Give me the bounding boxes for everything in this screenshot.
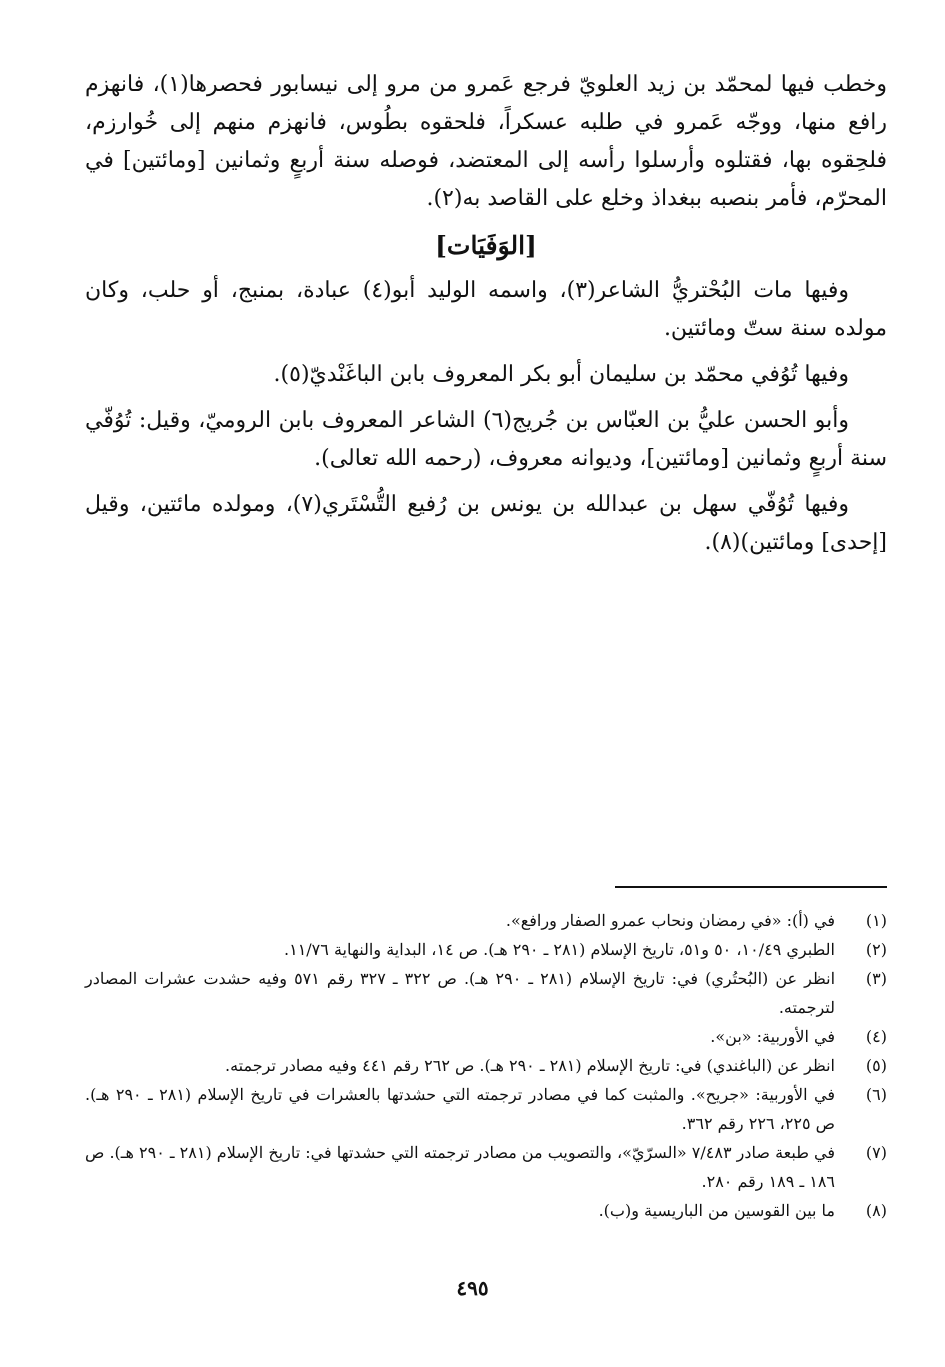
footnote-number: (٧)	[865, 1143, 887, 1162]
paragraph: وخطب فيها لمحمّد بن زيد العلويّ فرجع عَمرو من مرو إلى نيسابور فحصرها(١)، فانهزم رافع منها، ووجّه عَمرو في طلبه عسكراً، فلحقوه بطُوس، فانهزم منهم إلى خُوارزم، فلحِقوه بها، فقتلوه وأرسلوا رأسه إلى المعتضد، فوصله سنة أربعٍ وثمانين [ومائتين] في المحرّم، فأمر بنصبه ببغداذ وخلع على القاصد به(٢).	[85, 72, 887, 211]
footnote-text: الطبري ١٠/٤٩، ٥٠ و٥١، تاريخ الإسلام (٢٨١ ـ ٢٩٠ هـ). ص ١٤، البداية والنهاية ١١/٧٦.	[284, 940, 835, 959]
paragraph: وفيها تُوُفّي سهل بن عبدالله بن يونس بن رُفيع التُّسْتَري(٧)، ومولده مائتين، وقيل [إحدى] ومائتين)(٨).	[85, 492, 887, 555]
footnote-number: (٨)	[865, 1201, 887, 1220]
page-number: ٤٩٥	[456, 1276, 489, 1300]
footnote-number: (٥)	[865, 1056, 887, 1075]
footnote-text: ما بين القوسين من الباريسية و(ب).	[598, 1201, 835, 1220]
main-text	[85, 66, 887, 570]
paragraph: وفيها تُوُفي محمّد بن سليمان أبو بكر المعروف بابن الباغَنْديّ(٥).	[273, 362, 849, 387]
footnote-separator	[615, 886, 887, 888]
footnote-number: (٢)	[865, 940, 887, 959]
paragraph: وأبو الحسن عليُّ بن العبّاس بن جُريج(٦) الشاعر المعروف بابن الروميّ، وقيل: تُوُفّي سنة أربعٍ وثمانين [ومائتين]، وديوانه معروف، (رحمه الله تعالى).	[85, 408, 887, 471]
footnote-text: في الأوربية: «جريح». والمثبت كما في مصادر ترجمته التي حشدتها بالعشرات في تاريخ الإسلام (٢٨١ ـ ٢٩٠ هـ). ص ٢٢٥، ٢٢٦ رقم ٣٦٢.	[85, 1085, 836, 1133]
footnote	[85, 1196, 887, 1225]
footnote	[85, 964, 887, 1022]
footnote-number: (٦)	[865, 1085, 887, 1104]
footnote-text: انظر عن (البُحتُري) في: تاريخ الإسلام (٢٨١ ـ ٢٩٠ هـ). ص ٣٢٢ ـ ٣٢٧ رقم ٥٧١ وفيه حشدت عشرات المصادر لترجمته.	[85, 969, 836, 1017]
footnote	[85, 1022, 887, 1051]
section-heading: [الوَفَيَات]	[435, 231, 537, 260]
footnote-text: في (أ): «في رمضان ونحاب عمرو الصفار ورافع».	[505, 911, 835, 930]
footnote-text: في طبعة صادر ٧/٤٨٣ «السرّيّ»، والتصويب من مصادر ترجمته التي حشدتها في: تاريخ الإسلام (٢٨١ ـ ٢٩٠ هـ). ص ١٨٦ ـ ١٨٩ رقم ٢٨٠.	[85, 1143, 836, 1191]
footnote	[85, 935, 887, 964]
footnote-text: انظر عن (الباغندي) في: تاريخ الإسلام (٢٨١ ـ ٢٩٠ هـ). ص ٢٦٢ رقم ٤٤١ وفيه مصادر ترجمته.	[225, 1056, 835, 1075]
footnote	[85, 1051, 887, 1080]
footnote	[85, 906, 887, 935]
footnotes	[85, 906, 887, 1225]
footnote-number: (٤)	[865, 1027, 887, 1046]
footnote-number: (١)	[865, 911, 887, 930]
footnote	[85, 1080, 887, 1138]
paragraph: وفيها مات البُحْتريُّ الشاعر(٣)، واسمه الوليد أبو(٤) عبادة، بمنبج، أو حلب، وكان مولده سنة ستّ ومائتين.	[85, 278, 887, 341]
footnote	[85, 1138, 887, 1196]
footnote-text: في الأوربية: «بن».	[710, 1027, 835, 1046]
footnote-number: (٣)	[865, 969, 887, 988]
